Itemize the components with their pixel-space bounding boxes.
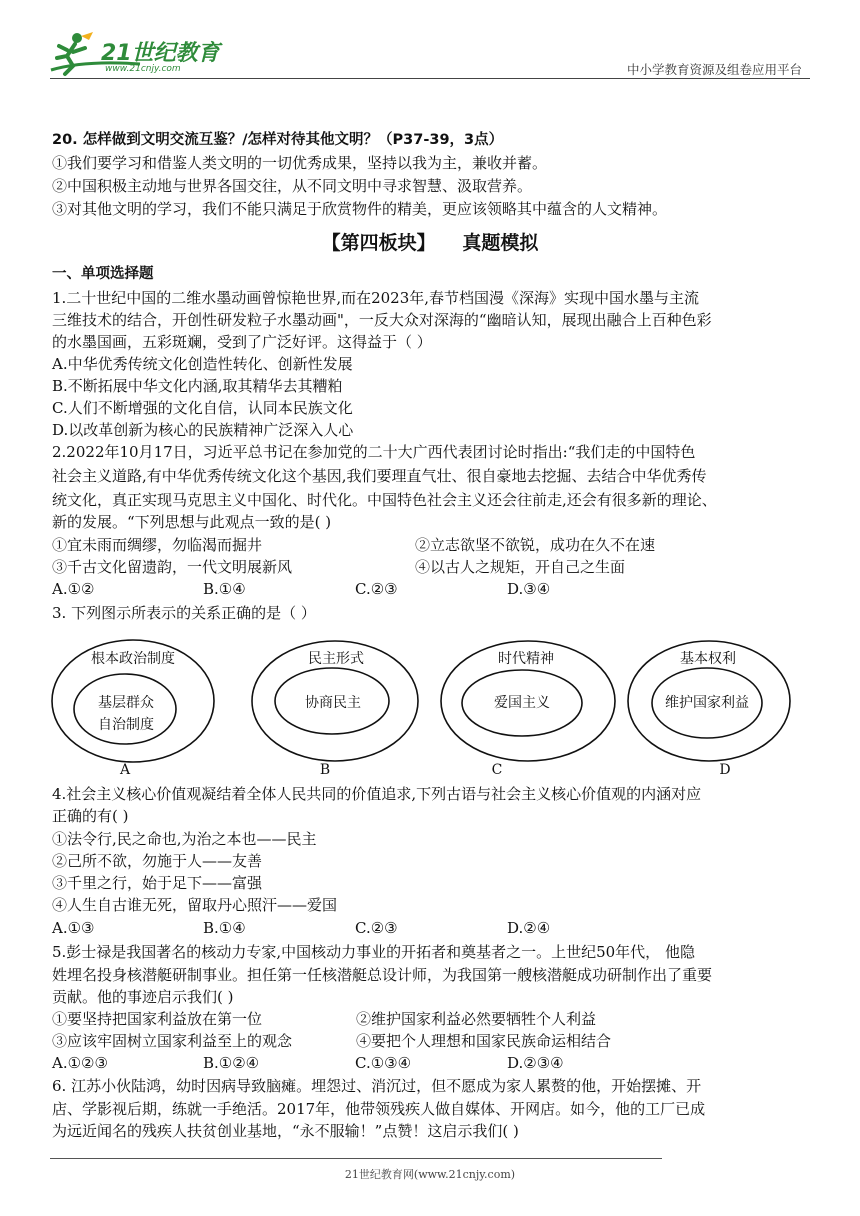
header-divider bbox=[50, 78, 810, 79]
q5-line: 姓埋名投身核潜艇研制事业。担任第一任核潜艇总设计师，为我国第一艘核潜艇成功研制作出了重要 bbox=[52, 966, 713, 984]
q1-line: 1.二十世纪中国的二维水墨动画曾惊艳世界,而在2023年,春节档国漫《深海》实现中国水墨与主流 bbox=[52, 289, 700, 307]
q2-choice-c: C.②③ bbox=[355, 580, 398, 598]
logo-text: 21世纪教育 bbox=[101, 41, 220, 66]
diagram-c-inner-label: 爱国主义 bbox=[494, 695, 550, 711]
q1-line: 三维技术的结合，开创性研发粒子水墨动画"，一反大众对深海的“幽暗认知，展现出融合上百种色彩 bbox=[52, 311, 712, 329]
q4-choice-b: B.①④ bbox=[203, 919, 246, 937]
part-heading: 一、单项选择题 bbox=[52, 266, 154, 282]
diagram-b-outer-label: 民主形式 bbox=[308, 651, 364, 667]
q1-option: A.中华优秀传统文化创造性转化、创新性发展 bbox=[52, 355, 353, 373]
q5-line: 贡献。他的事迹启示我们( ) bbox=[52, 988, 234, 1006]
q4-choice-d: D.②④ bbox=[507, 919, 551, 937]
diagram-d-letter: D bbox=[719, 762, 731, 778]
q4-line: 正确的有( ) bbox=[52, 807, 129, 825]
footer-divider bbox=[50, 1158, 662, 1159]
q6-line: 店、学影视后期，练就一手绝活。2017年，他带领残疾人做自媒体、开网店。如今，他的工厂已成 bbox=[52, 1100, 706, 1118]
diagram-b-inner-label: 协商民主 bbox=[305, 695, 361, 711]
q3-question: 3. 下列图示所表示的关系正确的是（ ） bbox=[52, 604, 316, 622]
q4-item: ③千里之行，始于足下——富强 bbox=[52, 874, 263, 892]
q5-item: ③应该牢固树立国家利益至上的观念 bbox=[52, 1032, 293, 1050]
q2-item: ③千古文化留遗韵，一代文明展新风 bbox=[52, 558, 293, 576]
diagram-b-letter: B bbox=[319, 762, 331, 778]
q5-item: ④要把个人理想和国家民族命运相结合 bbox=[356, 1032, 612, 1050]
q5-item: ②维护国家利益必然要牺牲个人利益 bbox=[356, 1010, 597, 1028]
q5-item: ①要坚持把国家利益放在第一位 bbox=[52, 1010, 263, 1028]
q5-line: 5.彭士禄是我国著名的核动力专家,中国核动力事业的开拓者和奠基者之一。上世纪50年代， 他隐 bbox=[52, 943, 695, 961]
q2-item: ②立志欲坚不欲锐，成功在久不在速 bbox=[415, 536, 656, 554]
q1-option: D.以改革创新为核心的民族精神广泛深入人心 bbox=[52, 421, 354, 439]
q5-choice-a: A.①②③ bbox=[52, 1054, 108, 1072]
q2-line: 新的发展。“下列思想与此观点一致的是( ) bbox=[52, 513, 332, 531]
q4-line: 4.社会主义核心价值观凝结着全体人民共同的价值追求,下列古语与社会主义核心价值观的内涵对应 bbox=[52, 785, 702, 803]
q1-line: 的水墨国画，五彩斑斓，受到了广泛好评。这得益于（ ） bbox=[52, 333, 432, 351]
q6-line: 为远近闻名的残疾人扶贫创业基地，“永不服输！”点赞！这启示我们( ) bbox=[52, 1122, 519, 1140]
q2-item: ①宜未雨而绸缪，勿临渴而掘井 bbox=[52, 536, 263, 554]
diagram-c-letter: C bbox=[491, 762, 503, 778]
q2-item: ④以古人之规矩，开自己之生面 bbox=[415, 558, 626, 576]
section-title-right: 真题模拟 bbox=[462, 232, 539, 254]
q2-choice-b: B.①④ bbox=[203, 580, 246, 598]
q6-line: 6. 江苏小伙陆鸿，幼时因病导致脑瘫。埋怨过、消沉过，但不愿成为家人累赘的他，开始摆摊、开 bbox=[52, 1077, 702, 1095]
q2-choice-d: D.③④ bbox=[507, 580, 551, 598]
footer-text: 21世纪教育网(www.21cnjy.com) bbox=[344, 1168, 516, 1181]
section-title-left: 【第四板块】 bbox=[321, 232, 436, 254]
q4-item: ①法令行,民之命也,为治之本也——民主 bbox=[52, 830, 317, 848]
diagram-a-inner-label: 基层群众 bbox=[98, 695, 154, 711]
q20-question: 20. 怎样做到文明交流互鉴？/怎样对待其他文明？（P37-39，3点） bbox=[52, 132, 504, 148]
q2-line: 统文化，真正实现马克思主义中国化、时代化。中国特色社会主义还会往前走,还会有很多新的理论、 bbox=[52, 491, 717, 509]
diagram-a-inner-label: 自治制度 bbox=[98, 717, 154, 733]
diagram-d-outer-label: 基本权利 bbox=[680, 651, 736, 667]
q1-option: C.人们不断增强的文化自信，认同本民族文化 bbox=[52, 399, 353, 417]
q20-point: ②中国积极主动地与世界各国交往，从不同文明中寻求智慧、汲取营养。 bbox=[52, 177, 533, 195]
diagram-c-outer-label: 时代精神 bbox=[498, 651, 554, 667]
q20-point: ①我们要学习和借鉴人类文明的一切优秀成果，坚持以我为主，兼收并蓄。 bbox=[52, 154, 548, 172]
q5-choice-c: C.①③④ bbox=[355, 1054, 412, 1072]
diagram-d-inner-label: 维护国家利益 bbox=[665, 695, 749, 711]
platform-name: 中小学教育资源及组卷应用平台 bbox=[626, 62, 802, 77]
q5-choice-d: D.②③④ bbox=[507, 1054, 564, 1072]
site-logo bbox=[45, 30, 220, 78]
q4-item: ④人生自古谁无死，留取丹心照汗——爱国 bbox=[52, 896, 338, 914]
q4-choice-a: A.①③ bbox=[52, 919, 95, 937]
logo-url: www.21cnjy.com bbox=[105, 64, 181, 74]
section-title bbox=[0, 228, 860, 255]
q2-line: 2.2022年10月17日，习近平总书记在参加党的二十大广西代表团讨论时指出:“我们走的中国特色 bbox=[52, 443, 696, 461]
q2-choice-a: A.①② bbox=[52, 580, 95, 598]
q4-choice-c: C.②③ bbox=[355, 919, 398, 937]
q1-option: B.不断拓展中华文化内涵,取其精华去其糟粕 bbox=[52, 377, 343, 395]
q4-item: ②己所不欲，勿施于人——友善 bbox=[52, 852, 263, 870]
q5-choice-b: B.①②④ bbox=[203, 1054, 260, 1072]
q20-point: ③对其他文明的学习，我们不能只满足于欣赏物件的精美，更应该领略其中蕴含的人文精神。 bbox=[52, 200, 668, 218]
q2-line: 社会主义道路,有中华优秀传统文化这个基因,我们要理直气壮、很自豪地去挖掘、去结合中华优秀传 bbox=[52, 467, 707, 485]
diagram-a-outer-label: 根本政治制度 bbox=[91, 651, 175, 667]
diagram-a-letter: A bbox=[119, 762, 131, 778]
